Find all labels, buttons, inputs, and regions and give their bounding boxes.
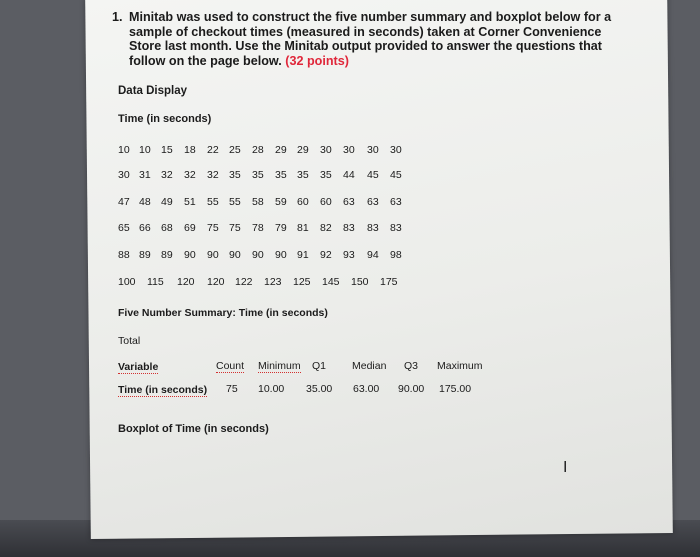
data-row bbox=[118, 222, 618, 236]
data-value: 91 bbox=[297, 249, 309, 261]
data-value: 30 bbox=[118, 169, 130, 181]
text-cursor-icon: I bbox=[563, 459, 568, 476]
question-points: (32 points) bbox=[285, 53, 349, 68]
data-value: 122 bbox=[235, 276, 253, 288]
data-value: 30 bbox=[390, 144, 402, 156]
data-value: 120 bbox=[207, 276, 225, 288]
data-value: 55 bbox=[229, 196, 241, 208]
header-count: Count bbox=[216, 360, 245, 372]
value-q1: 35.00 bbox=[306, 383, 333, 395]
data-value: 35 bbox=[252, 169, 264, 181]
data-value: 175 bbox=[380, 276, 398, 288]
header-minimum: Minimum bbox=[258, 360, 301, 372]
data-value: 32 bbox=[161, 169, 173, 181]
data-value: 15 bbox=[161, 144, 173, 156]
data-value: 32 bbox=[207, 169, 219, 181]
header-median: Median bbox=[352, 360, 387, 372]
data-row bbox=[118, 276, 618, 290]
data-value: 51 bbox=[184, 196, 196, 208]
value-count: 75 bbox=[226, 383, 238, 395]
data-value: 79 bbox=[275, 222, 287, 234]
data-value: 25 bbox=[229, 144, 241, 156]
data-value: 90 bbox=[184, 249, 196, 261]
data-value: 10 bbox=[139, 144, 151, 156]
data-value: 88 bbox=[118, 249, 130, 261]
data-value: 35 bbox=[320, 169, 332, 181]
question-text-wrap bbox=[129, 10, 632, 68]
data-value: 65 bbox=[118, 222, 130, 234]
data-value: 60 bbox=[320, 196, 332, 208]
data-value: 44 bbox=[343, 169, 355, 181]
data-value: 22 bbox=[207, 144, 219, 156]
data-value: 69 bbox=[184, 222, 196, 234]
data-value: 30 bbox=[367, 144, 379, 156]
data-value: 78 bbox=[252, 222, 264, 234]
data-value: 29 bbox=[297, 144, 309, 156]
data-value: 89 bbox=[139, 249, 151, 261]
data-value: 45 bbox=[390, 169, 402, 181]
data-value: 66 bbox=[139, 222, 151, 234]
data-value: 48 bbox=[139, 196, 151, 208]
header-variable: Variable bbox=[118, 361, 159, 373]
data-value: 83 bbox=[390, 222, 402, 234]
data-row bbox=[118, 249, 618, 263]
data-value: 90 bbox=[229, 249, 241, 261]
data-display-title: Data Display bbox=[118, 85, 188, 97]
data-value: 120 bbox=[177, 276, 195, 288]
data-value: 100 bbox=[118, 276, 136, 288]
data-value: 83 bbox=[343, 222, 355, 234]
data-value: 125 bbox=[293, 276, 311, 288]
data-value: 63 bbox=[390, 196, 402, 208]
data-value: 49 bbox=[161, 196, 173, 208]
data-value: 89 bbox=[161, 249, 173, 261]
data-value: 60 bbox=[297, 196, 309, 208]
data-value: 68 bbox=[161, 222, 173, 234]
variable-heading: Time (in seconds) bbox=[118, 113, 212, 125]
header-q3: Q3 bbox=[404, 360, 419, 372]
data-value: 35 bbox=[297, 169, 309, 181]
data-value: 47 bbox=[118, 196, 130, 208]
value-q3: 90.00 bbox=[398, 383, 425, 395]
data-value: 58 bbox=[252, 196, 264, 208]
data-value: 63 bbox=[343, 196, 355, 208]
boxplot-title: Boxplot of Time (in seconds) bbox=[118, 423, 269, 435]
data-row bbox=[118, 169, 618, 183]
data-value: 90 bbox=[275, 249, 287, 261]
data-value: 92 bbox=[320, 249, 332, 261]
data-value: 82 bbox=[320, 222, 332, 234]
question-number: 1. bbox=[112, 10, 123, 24]
value-minimum: 10.00 bbox=[258, 383, 285, 395]
value-variable: Time (in seconds) bbox=[118, 384, 208, 396]
data-value: 18 bbox=[184, 144, 196, 156]
data-value: 35 bbox=[229, 169, 241, 181]
data-value: 59 bbox=[275, 196, 287, 208]
data-value: 30 bbox=[343, 144, 355, 156]
data-value: 63 bbox=[367, 196, 379, 208]
data-value: 35 bbox=[275, 169, 287, 181]
value-median: 63.00 bbox=[353, 383, 380, 395]
data-value: 10 bbox=[118, 144, 130, 156]
data-value: 93 bbox=[343, 249, 355, 261]
value-maximum: 175.00 bbox=[439, 383, 472, 395]
data-value: 115 bbox=[147, 276, 164, 288]
data-value: 94 bbox=[367, 249, 379, 261]
data-row bbox=[118, 144, 618, 158]
data-value: 28 bbox=[252, 144, 264, 156]
header-q1: Q1 bbox=[312, 360, 327, 372]
total-label: Total bbox=[118, 335, 141, 347]
data-row bbox=[118, 196, 618, 210]
data-value: 75 bbox=[229, 222, 241, 234]
question-block bbox=[112, 10, 632, 68]
data-value: 150 bbox=[351, 276, 369, 288]
data-value: 45 bbox=[367, 169, 379, 181]
data-value: 32 bbox=[184, 169, 196, 181]
data-value: 31 bbox=[139, 169, 151, 181]
data-value: 145 bbox=[322, 276, 340, 288]
data-value: 30 bbox=[320, 144, 332, 156]
data-value: 90 bbox=[252, 249, 264, 261]
data-value: 29 bbox=[275, 144, 287, 156]
header-maximum: Maximum bbox=[437, 360, 483, 372]
data-value: 81 bbox=[297, 222, 309, 234]
data-value: 90 bbox=[207, 249, 219, 261]
data-value: 123 bbox=[264, 276, 282, 288]
data-value: 98 bbox=[390, 249, 402, 261]
data-value: 75 bbox=[207, 222, 219, 234]
summary-title: Five Number Summary: Time (in seconds) bbox=[118, 307, 328, 319]
data-value: 83 bbox=[367, 222, 379, 234]
question-text: Minitab was used to construct the five number summary and boxplot below for a sample of checkout times (measured in seconds) taken at Corner Convenience Store last month. Use the Minitab output provided to answer the questions that follow on the page below. bbox=[129, 10, 612, 68]
data-value: 55 bbox=[207, 196, 219, 208]
